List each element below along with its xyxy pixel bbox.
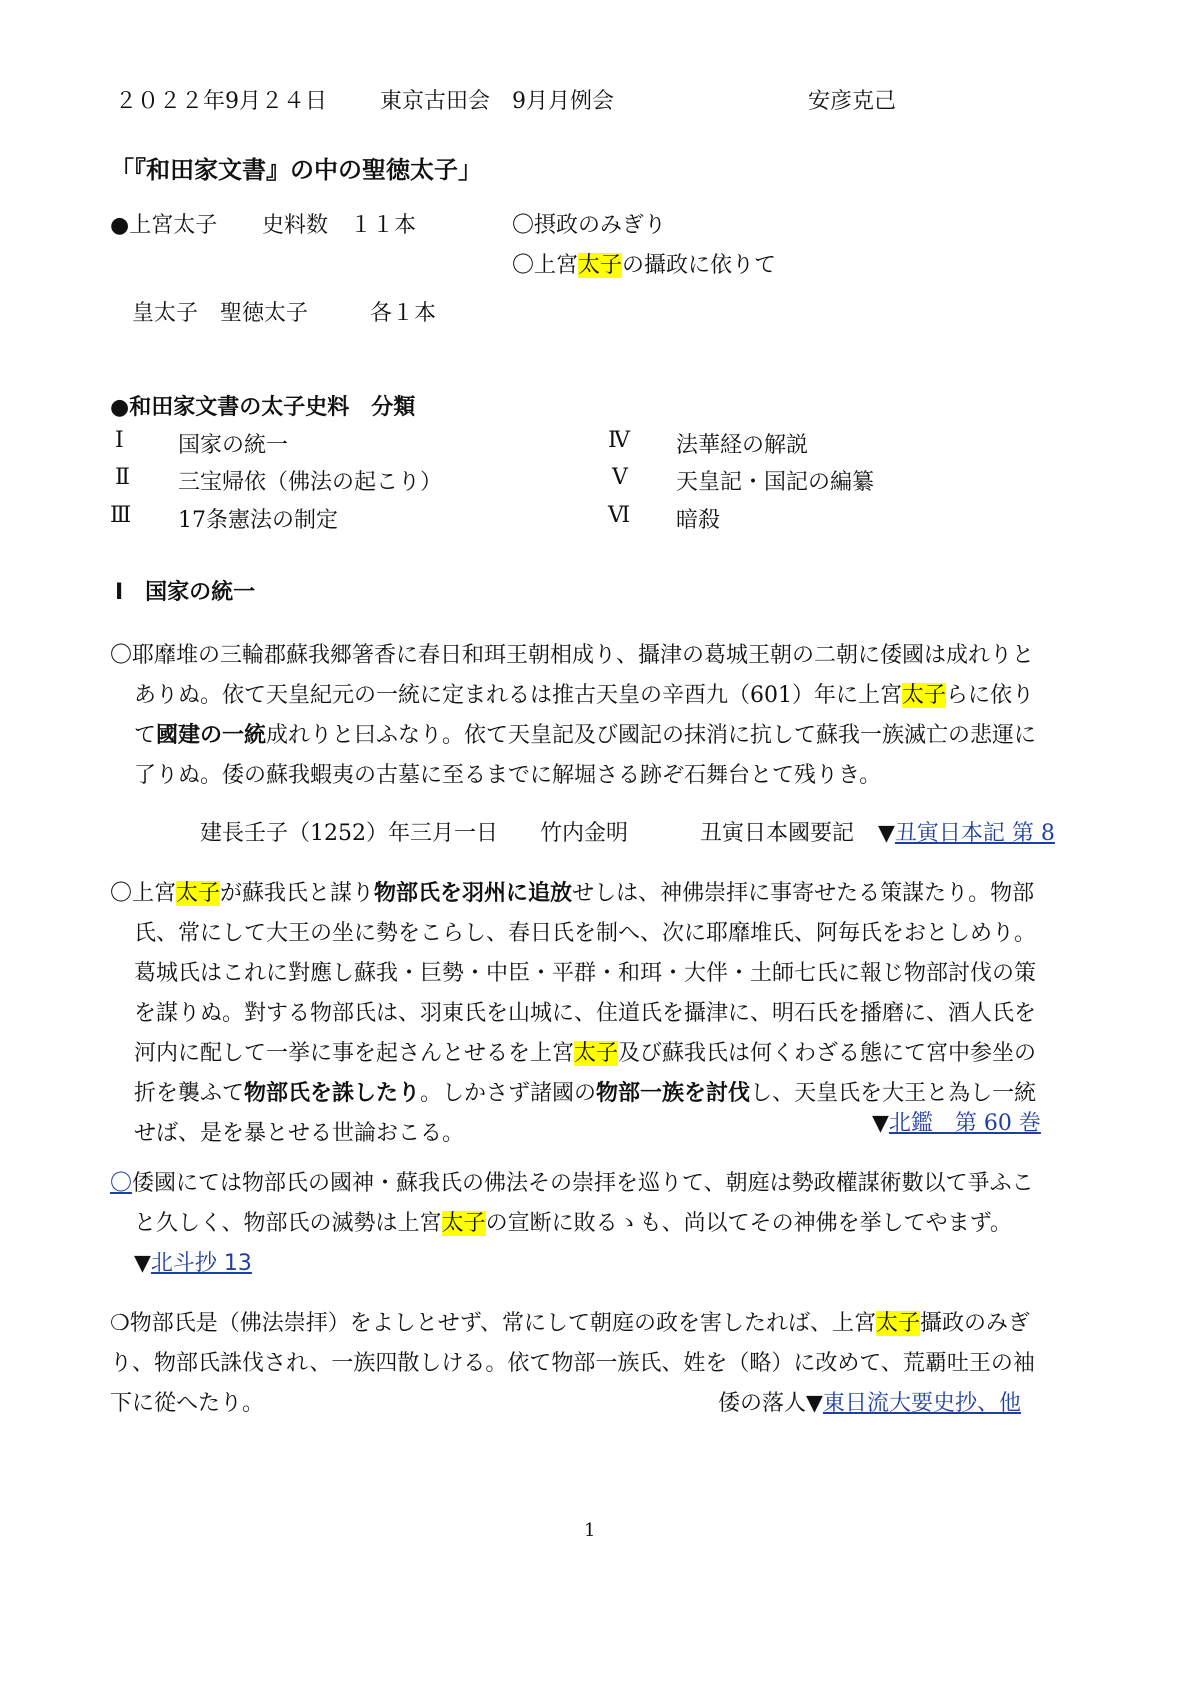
citation-person: 竹内金明 — [540, 821, 629, 846]
citation-source: 倭の落人 — [718, 1391, 807, 1416]
class-item-6 — [608, 503, 630, 528]
class-item-5 — [612, 465, 628, 490]
paragraph-line: 〇倭國にては物部氏の國神・蘇我氏の佛法その崇拝を巡りて、朝庭は勢政權謀術數以て爭ふこ — [110, 1171, 1034, 1196]
intro-others: 皇太子 聖徳太子 — [132, 301, 309, 326]
intro-label: ●上宮太子 — [110, 213, 218, 238]
citation-link-hokutosho[interactable]: 北斗抄 13 — [150, 1251, 252, 1276]
citation-link-hokkan[interactable]: 北鑑 第 60 巻 — [888, 1111, 1041, 1136]
paragraph-line: 氏、常にして大王の坐に勢をこらし、春日氏を制へ、次に耶靡堆氏、阿毎氏をおとしめり。 — [134, 921, 1037, 946]
bold-phrase: 國建の一統 — [156, 723, 267, 748]
citation-4 — [718, 1386, 1021, 1417]
bold-phrase: 物部氏を羽州に追放 — [374, 881, 573, 906]
class-num: Ⅴ — [612, 465, 628, 490]
page-number: 1 — [584, 1520, 596, 1541]
paragraph-line: 葛城氏はこれに對應し蘇我・巨勢・中臣・平群・和珥・大伴・土師七氏に報じ物部討伐の策 — [134, 961, 1037, 986]
paragraph-line: を謀りぬ。對する物部氏は、羽東氏を山城に、住道氏を攝津に、明石氏を播磨に、酒人氏を — [134, 1001, 1037, 1026]
classification-heading: ●和田家文書の太子史料 分類 — [110, 395, 416, 420]
class-text-6: 暗殺 — [676, 508, 721, 533]
class-item-3 — [110, 503, 131, 528]
paragraph-line: と久しく、物部氏の滅勢は上宮太子の宣断に敗るゝも、尚以てその神佛を挙してやまず。 — [134, 1211, 1012, 1236]
page-title: 「『和田家文書』の中の聖徳太子」 — [110, 156, 482, 184]
class-text-1: 国家の統一 — [178, 433, 289, 458]
intro-note-2: 〇上宮太子の攝政に依りて — [512, 253, 777, 278]
paragraph-line: 下に從へたり。 — [110, 1391, 265, 1416]
paragraph-line: 折を襲ふて物部氏を誅したり。しかさず諸國の物部一族を討伐し、天皇氏を大王と為し一統 — [134, 1081, 1037, 1106]
paragraph-line: 河内に配して一挙に事を起さんとせるを上宮太子及び蘇我氏は何くわざる態にて宮中参坐の — [134, 1041, 1037, 1066]
class-text-2: 三宝帰依（佛法の起こり） — [178, 470, 443, 495]
citation-date: 建長壬子（1252）年三月一日 — [200, 821, 498, 846]
bold-phrase: 物部一族を討伐 — [596, 1081, 751, 1106]
paragraph-line: ありぬ。依て天皇紀元の一統に定まれるは推古天皇の辛酉九（601）年に上宮太子らに依り — [134, 683, 1035, 708]
triangle-icon: ▼ — [878, 821, 895, 846]
class-num: Ⅰ — [115, 428, 124, 453]
triangle-icon: ▼ — [806, 1391, 823, 1416]
header-event: 東京古田会 9月月例会 — [380, 89, 614, 114]
class-text-3: 17条憲法の制定 — [178, 508, 338, 533]
paragraph-line: 了りぬ。倭の蘇我蝦夷の古墓に至るまでに解堀さる跡ぞ石舞台とて残りき。 — [134, 763, 882, 788]
intro-note-1: 〇摂政のみぎり — [512, 213, 667, 238]
class-text-5: 天皇記・国記の編纂 — [676, 470, 875, 495]
highlight-taishi: 太子 — [902, 683, 947, 708]
section-heading: Ⅰ 国家の統一 — [115, 580, 256, 605]
citation-1 — [878, 816, 1055, 847]
header-author: 安彦克己 — [808, 89, 897, 114]
highlight-taishi: 太子 — [574, 1041, 619, 1066]
highlight-taishi: 太子 — [441, 1211, 486, 1236]
paragraph-line: ❍物部氏是（佛法崇拝）をよしとせず、常にして朝庭の政を害したれば、上宮太子攝政のみぎ — [110, 1311, 1030, 1336]
class-item-1 — [115, 428, 124, 453]
paragraph-line: 〇耶靡堆の三輪郡蘇我郷箸香に春日和珥王朝相成り、攝津の葛城王朝の二朝に倭國は成れりと — [110, 643, 1035, 668]
highlight-taishi: 太子 — [176, 881, 221, 906]
paragraph-3 — [110, 1164, 1034, 1284]
paragraph-line: せば、是を暴とせる世論おこる。 — [134, 1121, 465, 1146]
triangle-icon: ▼ — [872, 1111, 889, 1136]
class-num: Ⅵ — [608, 503, 631, 528]
paragraph-1 — [110, 636, 1036, 796]
paragraph-line: て國建の一統成れりと曰ふなり。依て天皇記及び國記の抹消に抗して蘇我一族滅亡の悲運に — [134, 723, 1037, 748]
bold-phrase: 物部氏を誅したり — [244, 1081, 421, 1106]
intro-others-count: 各１本 — [370, 301, 437, 326]
class-num: Ⅱ — [115, 465, 130, 490]
paragraph-line: 〇上宮太子が蘇我氏と謀り物部氏を羽州に追放せしは、神佛崇拝に事寄せたる策謀たり。物部 — [110, 881, 1035, 906]
intro-count: 史料数 １１本 — [262, 213, 417, 238]
citation-link-tsugaru[interactable]: 東日流大要史抄、他 — [822, 1391, 1021, 1416]
class-num: Ⅲ — [110, 503, 132, 528]
citation-link-ushitora[interactable]: 丑寅日本記 第 8 — [894, 821, 1055, 846]
citation-work: 丑寅日本國要記 — [700, 821, 855, 846]
header-date: ２０２２年9月２４日 — [115, 89, 327, 114]
citation-2 — [872, 1106, 1041, 1137]
class-text-4: 法華経の解説 — [676, 433, 809, 458]
citation-3 — [110, 1244, 1034, 1284]
paragraph-line: り、物部氏誅伐され、一族四散しける。依て物部一族氏、姓を（略）に改めて、荒覇吐王の袖 — [110, 1351, 1035, 1376]
highlight-taishi: 太子 — [578, 253, 623, 278]
circle-link[interactable]: 〇 — [110, 1171, 133, 1196]
class-item-2 — [115, 465, 130, 490]
triangle-icon: ▼ — [134, 1251, 151, 1276]
highlight-taishi: 太子 — [875, 1311, 920, 1336]
class-num: Ⅳ — [608, 428, 630, 453]
class-item-4 — [608, 428, 630, 453]
